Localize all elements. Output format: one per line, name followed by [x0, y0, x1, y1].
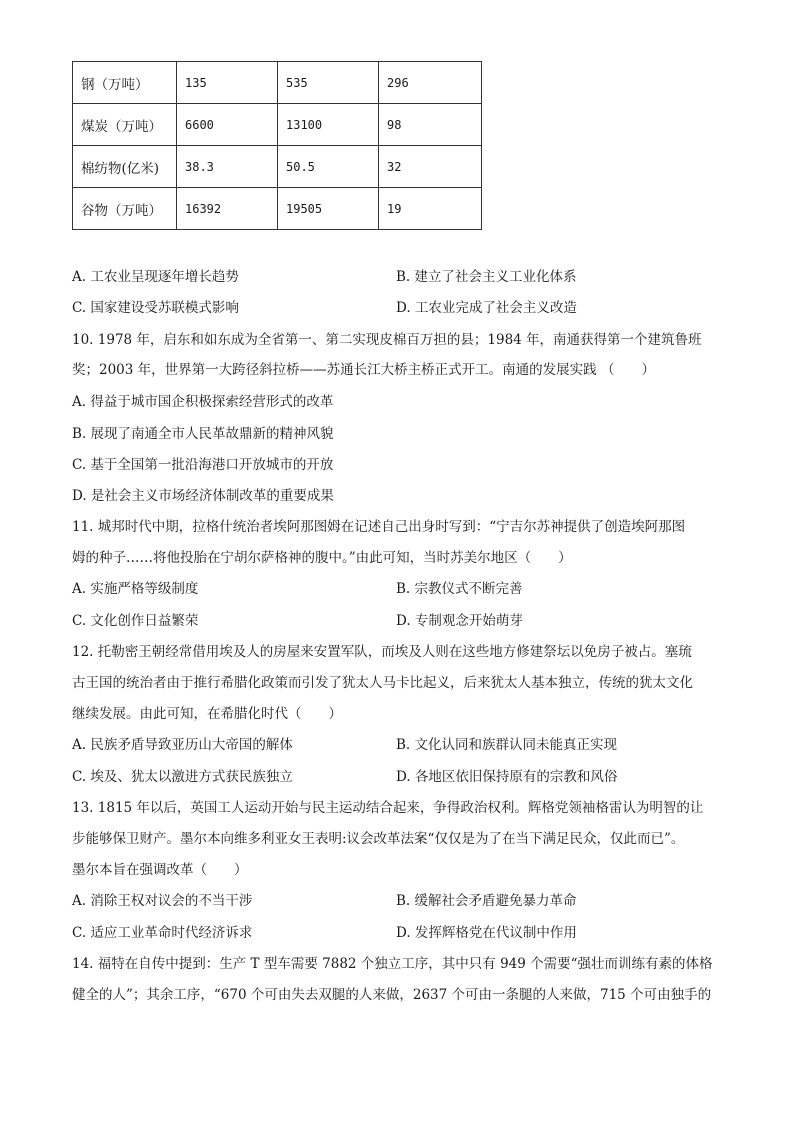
q12-stem-line-2: 古王国的统治者由于推行希腊化政策而引发了犹太人马卡比起义，后来犹太人基本独立，传统的犹太文化	[72, 675, 693, 691]
table-cell: 50.5	[278, 146, 379, 188]
statistics-table-body	[73, 62, 482, 230]
q10-option-c[interactable]: C. 基于全国第一批沿海港口开放城市的开放	[72, 457, 334, 473]
table-cell: 32	[379, 146, 482, 188]
q12-option-d[interactable]: D. 各地区依旧保持原有的宗教和风俗	[396, 769, 618, 785]
table-cell: 13100	[278, 104, 379, 146]
q13-option-c[interactable]: C. 适应工业革命时代经济诉求	[72, 925, 253, 941]
table-cell: 19505	[278, 188, 379, 230]
table-cell: 135	[177, 62, 278, 104]
table-cell: 38.3	[177, 146, 278, 188]
table-cell: 296	[379, 62, 482, 104]
q13-option-a[interactable]: A. 消除王权对议会的不当干涉	[72, 893, 253, 909]
q14-stem-line-2: 健全的人”；其余工序，“670 个可由失去双腿的人来做，2637 个可由一条腿的人来做，715 个可由独手的	[72, 987, 712, 1003]
q9-option-a[interactable]: A. 工农业呈现逐年增长趋势	[72, 269, 239, 285]
q13-option-d[interactable]: D. 发挥辉格党在代议制中作用	[396, 925, 577, 941]
q10-stem-line-2: 奖；2003 年，世界第一大跨径斜拉桥——苏通长江大桥主桥正式开工。南通的发展实践 （ ）	[72, 362, 655, 378]
q14-stem-line-1: 14. 福特在自传中提到：生产 T 型车需要 7882 个独立工序，其中只有 949 个需要“强壮而训练有素的体格	[72, 956, 713, 972]
q12-option-a[interactable]: A. 民族矛盾导致亚历山大帝国的解体	[72, 737, 293, 753]
q9-option-c[interactable]: C. 国家建设受苏联模式影响	[72, 300, 239, 316]
table-cell: 535	[278, 62, 379, 104]
q12-stem-line-1: 12. 托勒密王朝经常借用埃及人的房屋来安置军队，而埃及人则在这些地方修建祭坛以免房子被占。塞琉	[72, 644, 692, 660]
q12-option-b[interactable]: B. 文化认同和族群认同未能真正实现	[396, 737, 618, 753]
table-row	[73, 104, 482, 146]
q13-stem-line-2: 步能够保卫财产。墨尔本向维多利亚女王表明:议会改革法案“仅仅是为了在当下满足民众，仅此而已”。	[72, 831, 685, 847]
table-row-label: 谷物（万吨）	[73, 188, 177, 230]
table-row	[73, 188, 482, 230]
statistics-table	[72, 61, 482, 230]
table-row-label: 煤炭（万吨）	[73, 104, 177, 146]
q9-option-d[interactable]: D. 工农业完成了社会主义改造	[396, 300, 577, 316]
table-cell: 16392	[177, 188, 278, 230]
q13-stem-line-1: 13. 1815 年以后，英国工人运动开始与民主运动结合起来，争得政治权利。辉格党领袖格雷认为明智的让	[72, 800, 704, 816]
table-row-label: 钢（万吨）	[73, 62, 177, 104]
q10-option-b[interactable]: B. 展现了南通全市人民革故鼎新的精神风貌	[72, 426, 334, 442]
q11-stem-line-1: 11. 城邦时代中期，拉格什统治者埃阿那图姆在记述自己出身时写到：“宁吉尔苏神提供了创造埃阿那图	[72, 519, 686, 535]
table-row	[73, 62, 482, 104]
q11-option-d[interactable]: D. 专制观念开始萌芽	[396, 613, 523, 629]
table-cell: 98	[379, 104, 482, 146]
table-cell: 6600	[177, 104, 278, 146]
q10-stem-line-1: 10. 1978 年，启东和如东成为全省第一、第二实现皮棉百万担的县；1984 年，南通获得第一个建筑鲁班	[72, 332, 702, 348]
table-cell: 19	[379, 188, 482, 230]
table-row	[73, 146, 482, 188]
q11-option-b[interactable]: B. 宗教仪式不断完善	[396, 581, 523, 597]
q12-option-c[interactable]: C. 埃及、犹太以激进方式获民族独立	[72, 769, 293, 785]
q11-option-c[interactable]: C. 文化创作日益繁荣	[72, 613, 199, 629]
q13-option-b[interactable]: B. 缓解社会矛盾避免暴力革命	[396, 893, 577, 909]
q11-option-a[interactable]: A. 实施严格等级制度	[72, 581, 199, 597]
q11-stem-line-2: 姆的种子……将他投胎在宁胡尔萨格神的腹中。”由此可知，当时苏美尔地区（ ）	[72, 550, 572, 566]
q10-option-d[interactable]: D. 是社会主义市场经济体制改革的重要成果	[72, 488, 334, 504]
q12-stem-line-3: 继续发展。由此可知，在希腊化时代（ ）	[72, 706, 342, 722]
q10-option-a[interactable]: A. 得益于城市国企积极探索经营形式的改革	[72, 394, 334, 410]
table-row-label: 棉纺物(亿米)	[73, 146, 177, 188]
q9-option-b[interactable]: B. 建立了社会主义工业化体系	[396, 269, 577, 285]
q13-stem-line-3: 墨尔本旨在强调改革（ ）	[72, 862, 248, 878]
